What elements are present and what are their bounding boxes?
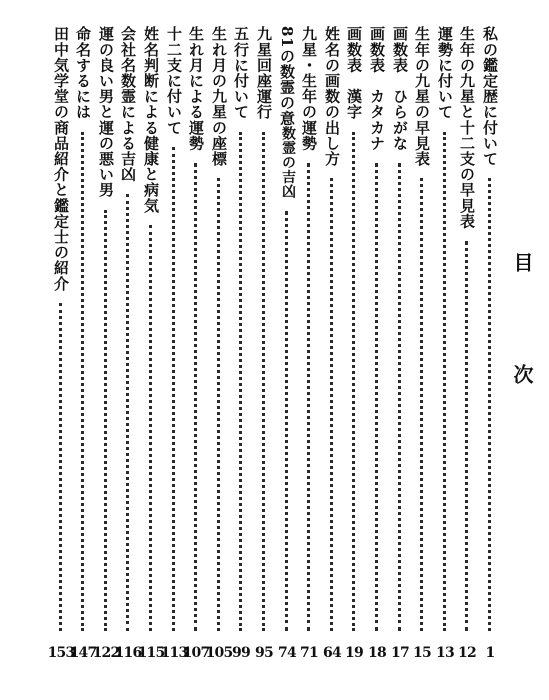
toc-page-number: 17 — [391, 645, 409, 661]
toc-dot-leader — [126, 194, 133, 631]
toc-entry[interactable] — [320, 26, 344, 631]
toc-page-number: 64 — [323, 645, 341, 661]
toc-entry[interactable] — [388, 26, 412, 631]
toc-dot-leader — [194, 163, 201, 631]
toc-entry-title: 田中気学堂の商品紹介と鑑定士の紹介 — [52, 26, 70, 292]
toc-page-number: 19 — [345, 645, 363, 661]
toc-entry[interactable] — [365, 26, 389, 631]
toc-page-number: 105 — [205, 645, 233, 661]
toc-dot-leader — [443, 132, 450, 631]
toc-page-number: 147 — [69, 645, 97, 661]
toc-dot-leader — [81, 132, 88, 631]
toc-entry-title: 九星回座運行 — [255, 26, 273, 120]
toc-page-number: 13 — [436, 645, 454, 661]
toc-dot-leader — [352, 132, 359, 631]
toc-heading: 目 次 — [510, 252, 534, 420]
toc-page-number: 99 — [232, 645, 250, 661]
toc-dot-leader — [375, 163, 382, 631]
toc-entry[interactable] — [229, 26, 253, 631]
toc-entry[interactable] — [162, 26, 186, 631]
toc-page-number: 153 — [47, 645, 75, 661]
toc-page-number: 113 — [160, 645, 188, 661]
toc-page-number: 116 — [114, 645, 142, 661]
toc-entry-title: 生年の九星の早見表 — [413, 26, 431, 167]
toc-entry-title: 生年の九星と十二支の早見表 — [458, 26, 476, 229]
toc-page-number: 71 — [300, 645, 318, 661]
toc-entry-title: 私の鑑定歴に付いて — [481, 26, 499, 167]
toc-entry[interactable] — [342, 26, 366, 631]
toc-dot-leader — [420, 178, 427, 631]
toc-entry[interactable] — [433, 26, 457, 631]
toc-entry-title: 画数表 カタカナ — [368, 26, 386, 151]
toc-entry-title: 画数表 ひらがな — [391, 26, 409, 151]
toc-page-number: 12 — [458, 645, 476, 661]
toc-entry[interactable] — [116, 26, 140, 631]
toc-entry[interactable] — [49, 26, 73, 631]
toc-dot-leader — [307, 163, 314, 631]
toc-entry-title: 十二支に付いて — [165, 26, 183, 136]
toc-dot-leader — [262, 132, 269, 631]
toc-entry-title: 生れ月の九星の座標 — [210, 26, 228, 167]
toc-page-number: 15 — [413, 645, 431, 661]
toc-dot-leader — [285, 211, 292, 631]
toc-entry-title: 会社名数霊による吉凶 — [119, 26, 137, 182]
toc-entry-title: 運の良い男と運の悪い男 — [97, 26, 115, 198]
toc-entry-subtitle: 数霊の吉凶 — [280, 126, 296, 199]
toc-dot-leader — [104, 210, 111, 631]
toc-dot-leader — [59, 303, 66, 631]
toc-page-number: 74 — [278, 645, 296, 661]
toc-entry[interactable] — [252, 26, 276, 631]
toc-page-number: 18 — [368, 645, 386, 661]
toc-entry[interactable] — [139, 26, 163, 631]
toc-entry-title: 81の数霊の意 — [278, 26, 296, 127]
toc-dot-leader — [149, 225, 156, 631]
toc-page-number: 1 — [485, 645, 495, 661]
toc-dot-leader — [465, 241, 472, 631]
toc-entry[interactable] — [207, 26, 231, 631]
toc-entry-title: 命名するには — [74, 26, 92, 120]
toc-entry-title: 運勢に付いて — [436, 26, 454, 120]
toc-dot-leader — [172, 147, 179, 631]
toc-entry-title: 姓名の画数の出し方 — [323, 26, 341, 167]
toc-page-number: 95 — [255, 645, 273, 661]
toc-entry[interactable] — [184, 26, 208, 631]
toc-dot-leader — [330, 178, 337, 631]
toc-entry[interactable] — [94, 26, 118, 631]
toc-entry[interactable] — [71, 26, 95, 631]
toc-dot-leader — [239, 132, 246, 631]
toc-entry[interactable] — [410, 26, 434, 631]
toc-entry-title: 生れ月による運勢 — [187, 26, 205, 151]
toc-entry[interactable] — [455, 26, 479, 631]
toc-entry-title: 姓名判断による健康と病気 — [142, 26, 160, 214]
toc-page-number: 107 — [182, 645, 210, 661]
toc-entry[interactable] — [275, 26, 299, 631]
toc-dot-leader — [398, 163, 405, 631]
toc-dot-leader — [488, 178, 495, 631]
toc-entry[interactable] — [297, 26, 321, 631]
toc-page-number: 115 — [137, 645, 165, 661]
toc-page-number: 122 — [92, 645, 120, 661]
toc-entry-title: 九星・生年の運勢 — [300, 26, 318, 151]
toc-dot-leader — [217, 178, 224, 631]
toc-entry[interactable] — [478, 26, 502, 631]
toc-entry-title: 五行に付いて — [232, 26, 250, 120]
toc-entry-title: 画数表 漢字 — [345, 26, 363, 120]
